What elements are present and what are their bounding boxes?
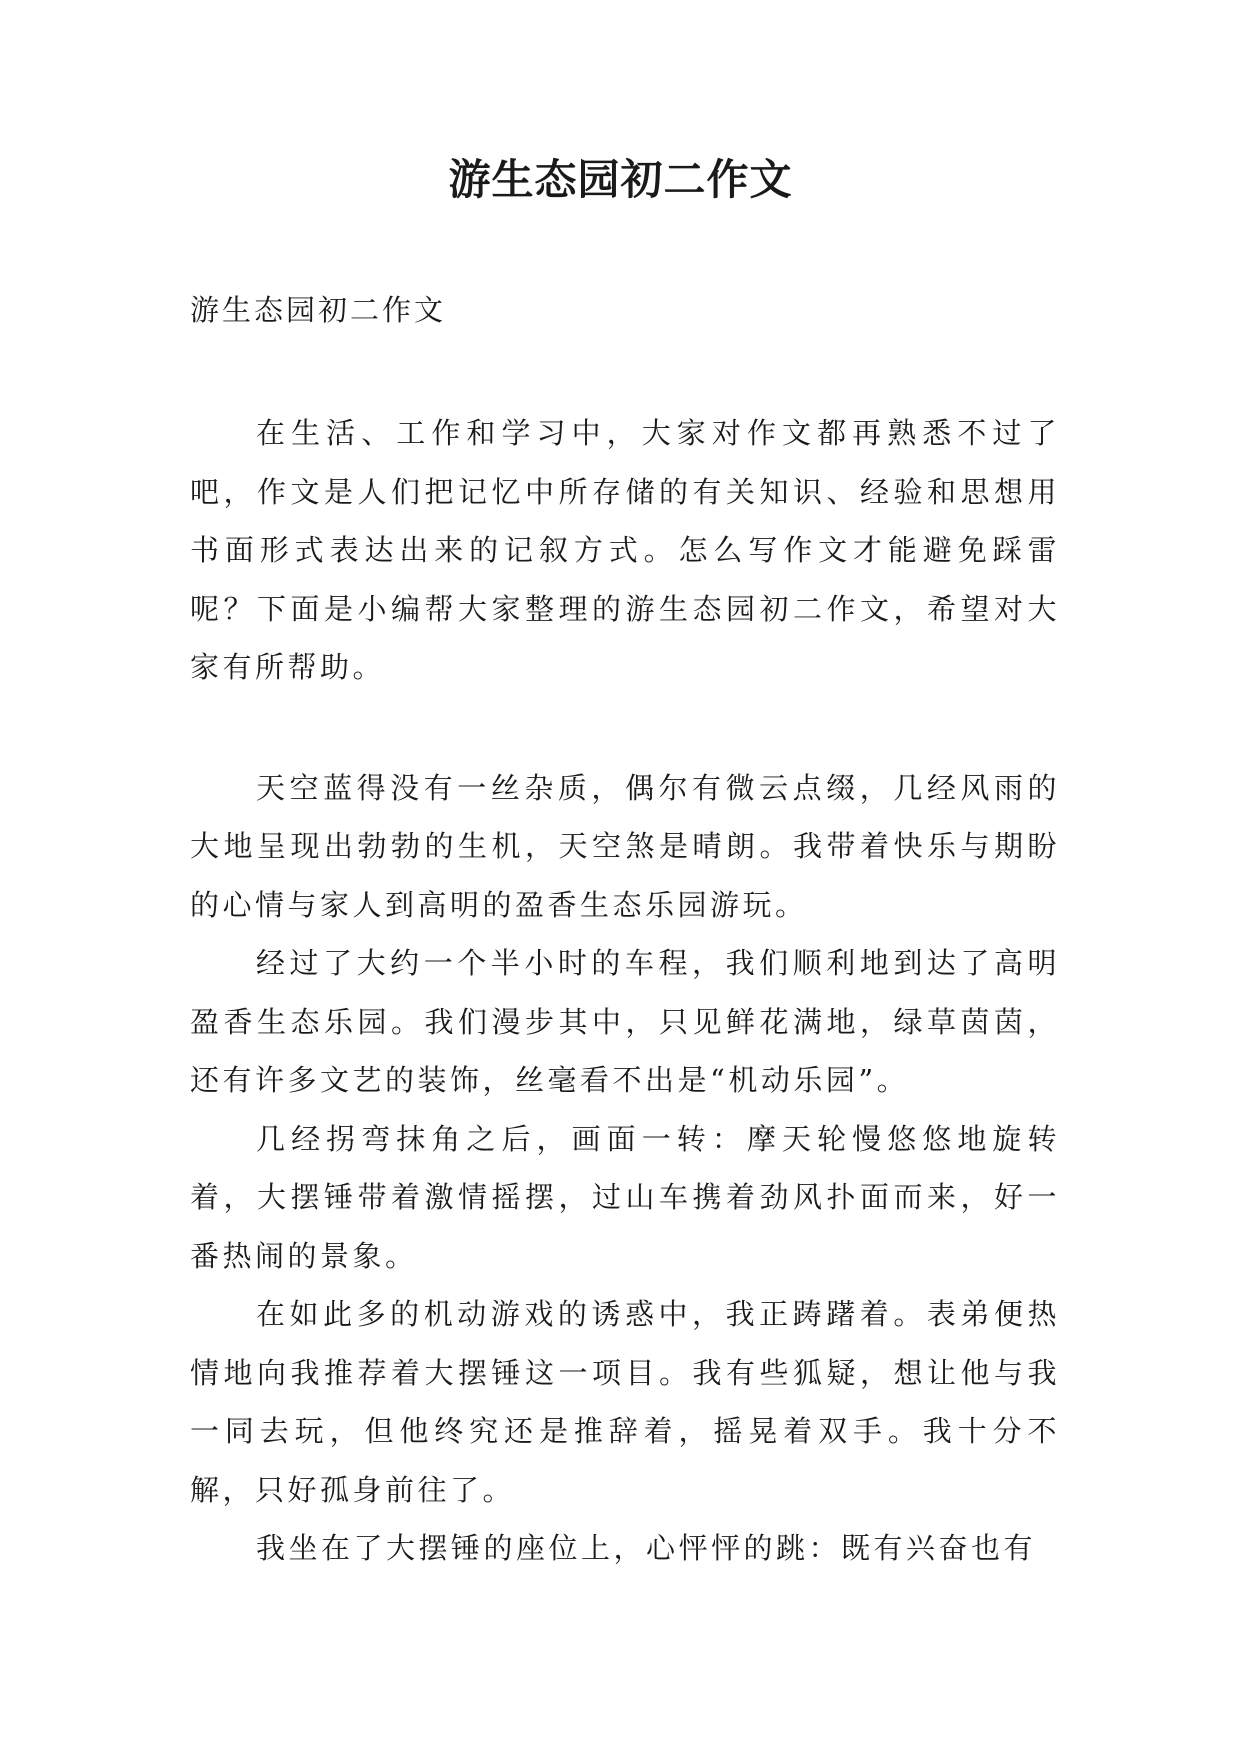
document-subtitle: 游生态园初二作文 <box>190 293 447 327</box>
body-paragraph-4: 在如此多的机动游戏的诱惑中，我正踌躇着。表弟便热情地向我推荐着大摆锤这一项目。我有些狐疑，想让他与我一同去玩，但他终究还是推辞着，摇晃着双手。我十分不解，只好孤身前往了。 <box>190 1297 1060 1507</box>
document-title: 游生态园初二作文 <box>448 155 793 204</box>
paragraph-gap <box>190 697 1060 759</box>
body-paragraph-3: 几经拐弯抹角之后，画面一转：摩天轮慢悠悠地旋转着，大摆锤带着激情摇摆，过山车携着劲风扑面而来，好一番热闹的景象。 <box>190 1121 1060 1273</box>
intro-paragraph: 在生活、工作和学习中，大家对作文都再熟悉不过了吧，作文是人们把记忆中所存储的有关知识、经验和思想用书面形式表达出来的记叙方式。怎么写作文才能避免踩雷呢？下面是小编帮大家整理的游生态园初二作文，希望对大家有所帮助。 <box>190 416 1060 684</box>
document-body <box>190 404 1060 1578</box>
body-paragraph-1: 天空蓝得没有一丝杂质，偶尔有微云点缀，几经风雨的大地呈现出勃勃的生机，天空煞是晴朗。我带着快乐与期盼的心情与家人到高明的盈香生态乐园游玩。 <box>190 770 1060 922</box>
body-paragraph-2: 经过了大约一个半小时的车程，我们顺利地到达了高明盈香生态乐园。我们漫步其中，只见鲜花满地，绿草茵茵，还有许多文艺的装饰，丝毫看不出是“机动乐园”。 <box>190 946 1060 1097</box>
body-paragraph-5: 我坐在了大摆锤的座位上，心怦怦的跳：既有兴奋也有 <box>256 1531 1037 1565</box>
